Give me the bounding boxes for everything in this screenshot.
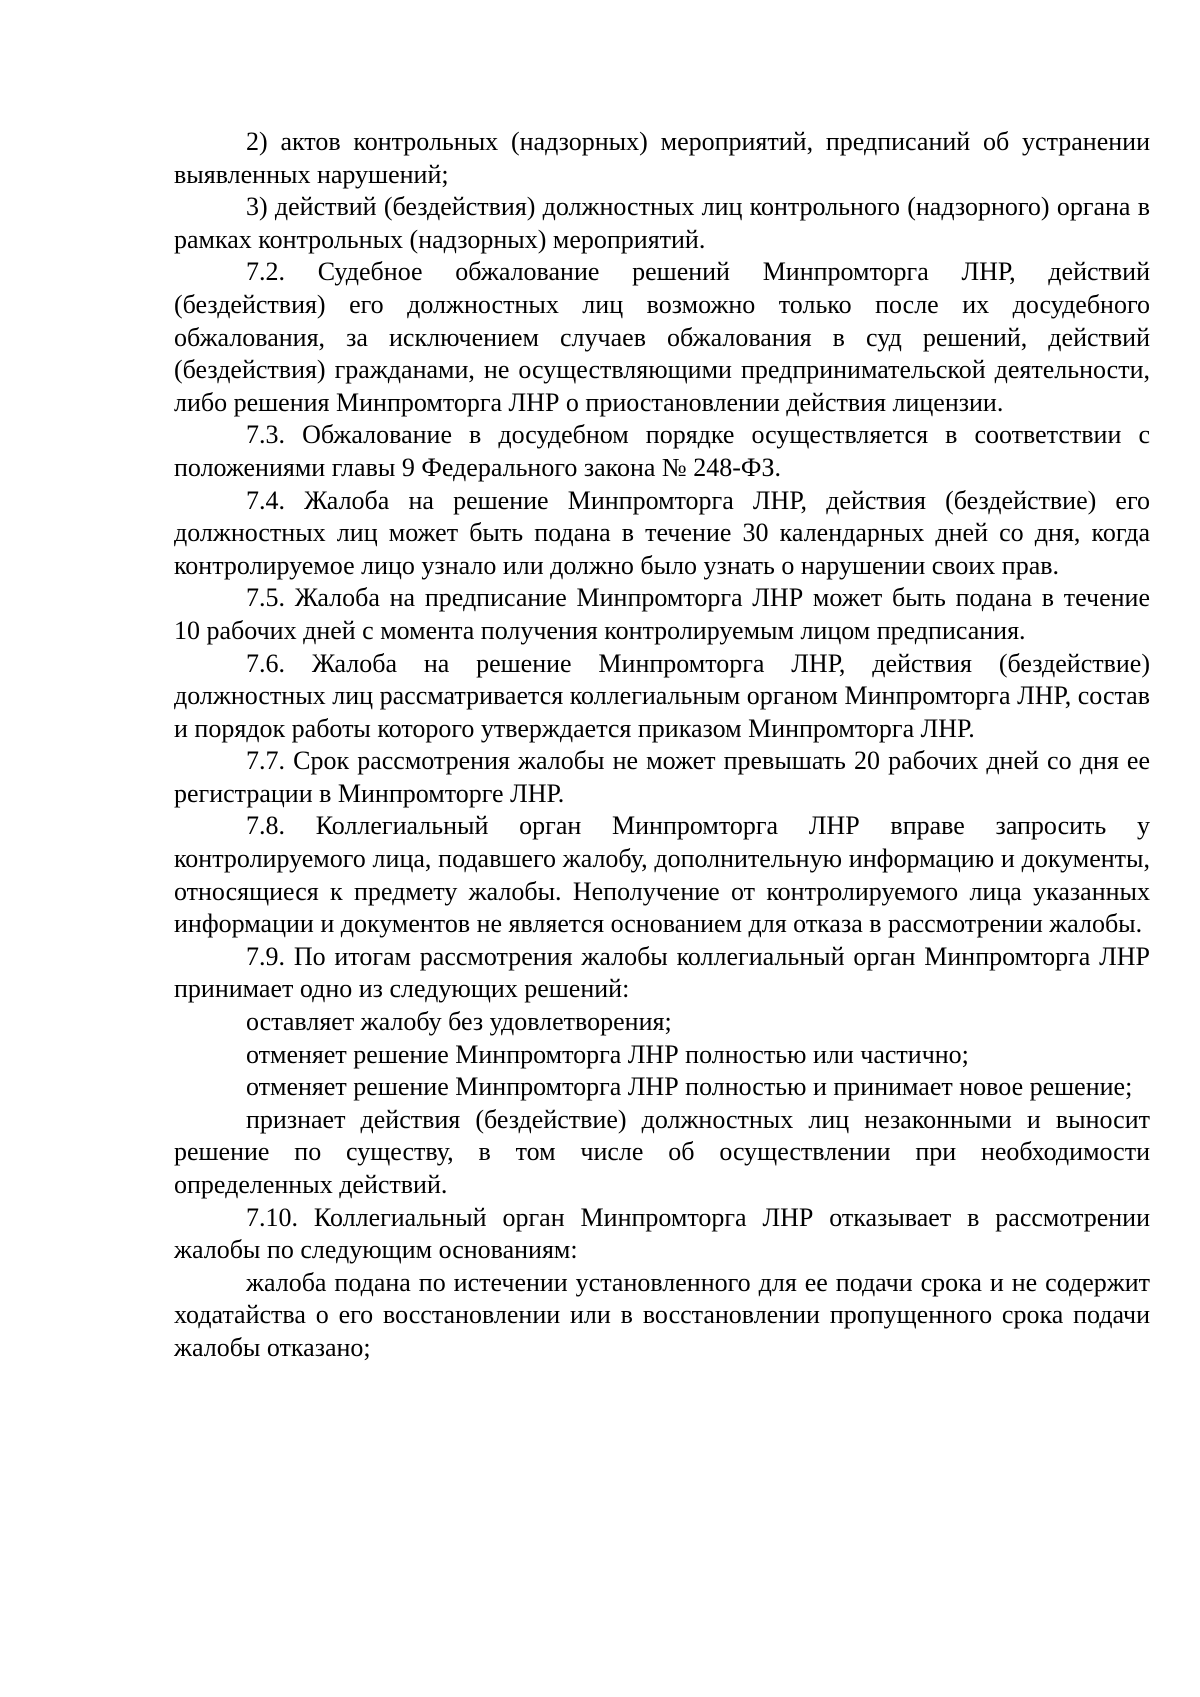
decision-option-cancel: отменяет решение Минпромторга ЛНР полностью или частично; [246,1039,969,1069]
paragraph-7-5: 7.5. Жалоба на предписание Минпромторга ЛНР может быть подана в течение 10 рабочих дней с момента получения контролируемым лицом предписания. [174,583,1150,645]
paragraph-7-7: 7.7. Срок рассмотрения жалобы не может превышать 20 рабочих дней со дня ее регистрации в Минпромторге ЛНР. [174,746,1150,808]
refusal-ground-late: жалоба подана по истечении установленного для ее подачи срока и не содержит ходатайства о его восстановлении или в восстановлении пропущенного срока подачи жалобы отказано; [174,1267,1150,1362]
paragraph-7-9: 7.9. По итогам рассмотрения жалобы коллегиальный орган Минпромторга ЛНР принимает одно из следующих решений: [174,941,1150,1004]
paragraph-7-8: 7.8. Коллегиальный орган Минпромторга ЛНР вправе запросить у контролируемого лица, подавшего жалобу, дополнительную информацию и документы, относящиеся к предмету жалобы. Неполучение от контролируемого лица указанных информации и документов не является основанием для отказа в рассмотрении жалобы. [174,811,1150,939]
decision-option-cancel-new: отменяет решение Минпромторга ЛНР полностью и принимает новое решение; [246,1072,1133,1102]
decision-option-reject: оставляет жалобу без удовлетворения; [246,1007,672,1037]
paragraph-7-4: 7.4. Жалоба на решение Минпромторга ЛНР, действия (бездействие) его должностных лиц может быть подана в течение 30 календарных дней со дня, когда контролируемое лицо узнало или должно было узнать о нарушении своих прав. [174,485,1150,580]
paragraph-7-6: 7.6. Жалоба на решение Минпромторга ЛНР, действия (бездействие) должностных лиц рассматривается коллегиальным органом Минпромторга ЛНР, состав и порядок работы которого утверждается приказом Минпромторга ЛНР. [174,648,1150,743]
paragraph-7-10: 7.10. Коллегиальный орган Минпромторга ЛНР отказывает в рассмотрении жалобы по следующим основаниям: [174,1202,1150,1265]
decision-option-unlawful: признает действия (бездействие) должностных лиц незаконными и выносит решение по существу, в том числе об осуществлении при необходимости определенных действий. [174,1104,1150,1199]
paragraph-item-3-actions: 3) действий (бездействия) должностных лиц контрольного (надзорного) органа в рамках контрольных (надзорных) мероприятий. [174,192,1150,254]
document-body [174,126,1150,1365]
paragraph-item-2-acts: 2) актов контрольных (надзорных) мероприятий, предписаний об устранении выявленных нарушений; [174,127,1150,189]
paragraph-7-3: 7.3. Обжалование в досудебном порядке осуществляется в соответствии с положениями главы 9 Федерального закона № 248-ФЗ. [174,420,1150,482]
paragraph-7-2: 7.2. Судебное обжалование решений Минпромторга ЛНР, действий (бездействия) его должностных лиц возможно только после их досудебного обжалования, за исключением случаев обжалования в суд решений, действий (бездействия) гражданами, не осуществляющими предпринимательской деятельности, либо решения Минпромторга ЛНР о приостановлении действия лицензии. [174,257,1150,417]
